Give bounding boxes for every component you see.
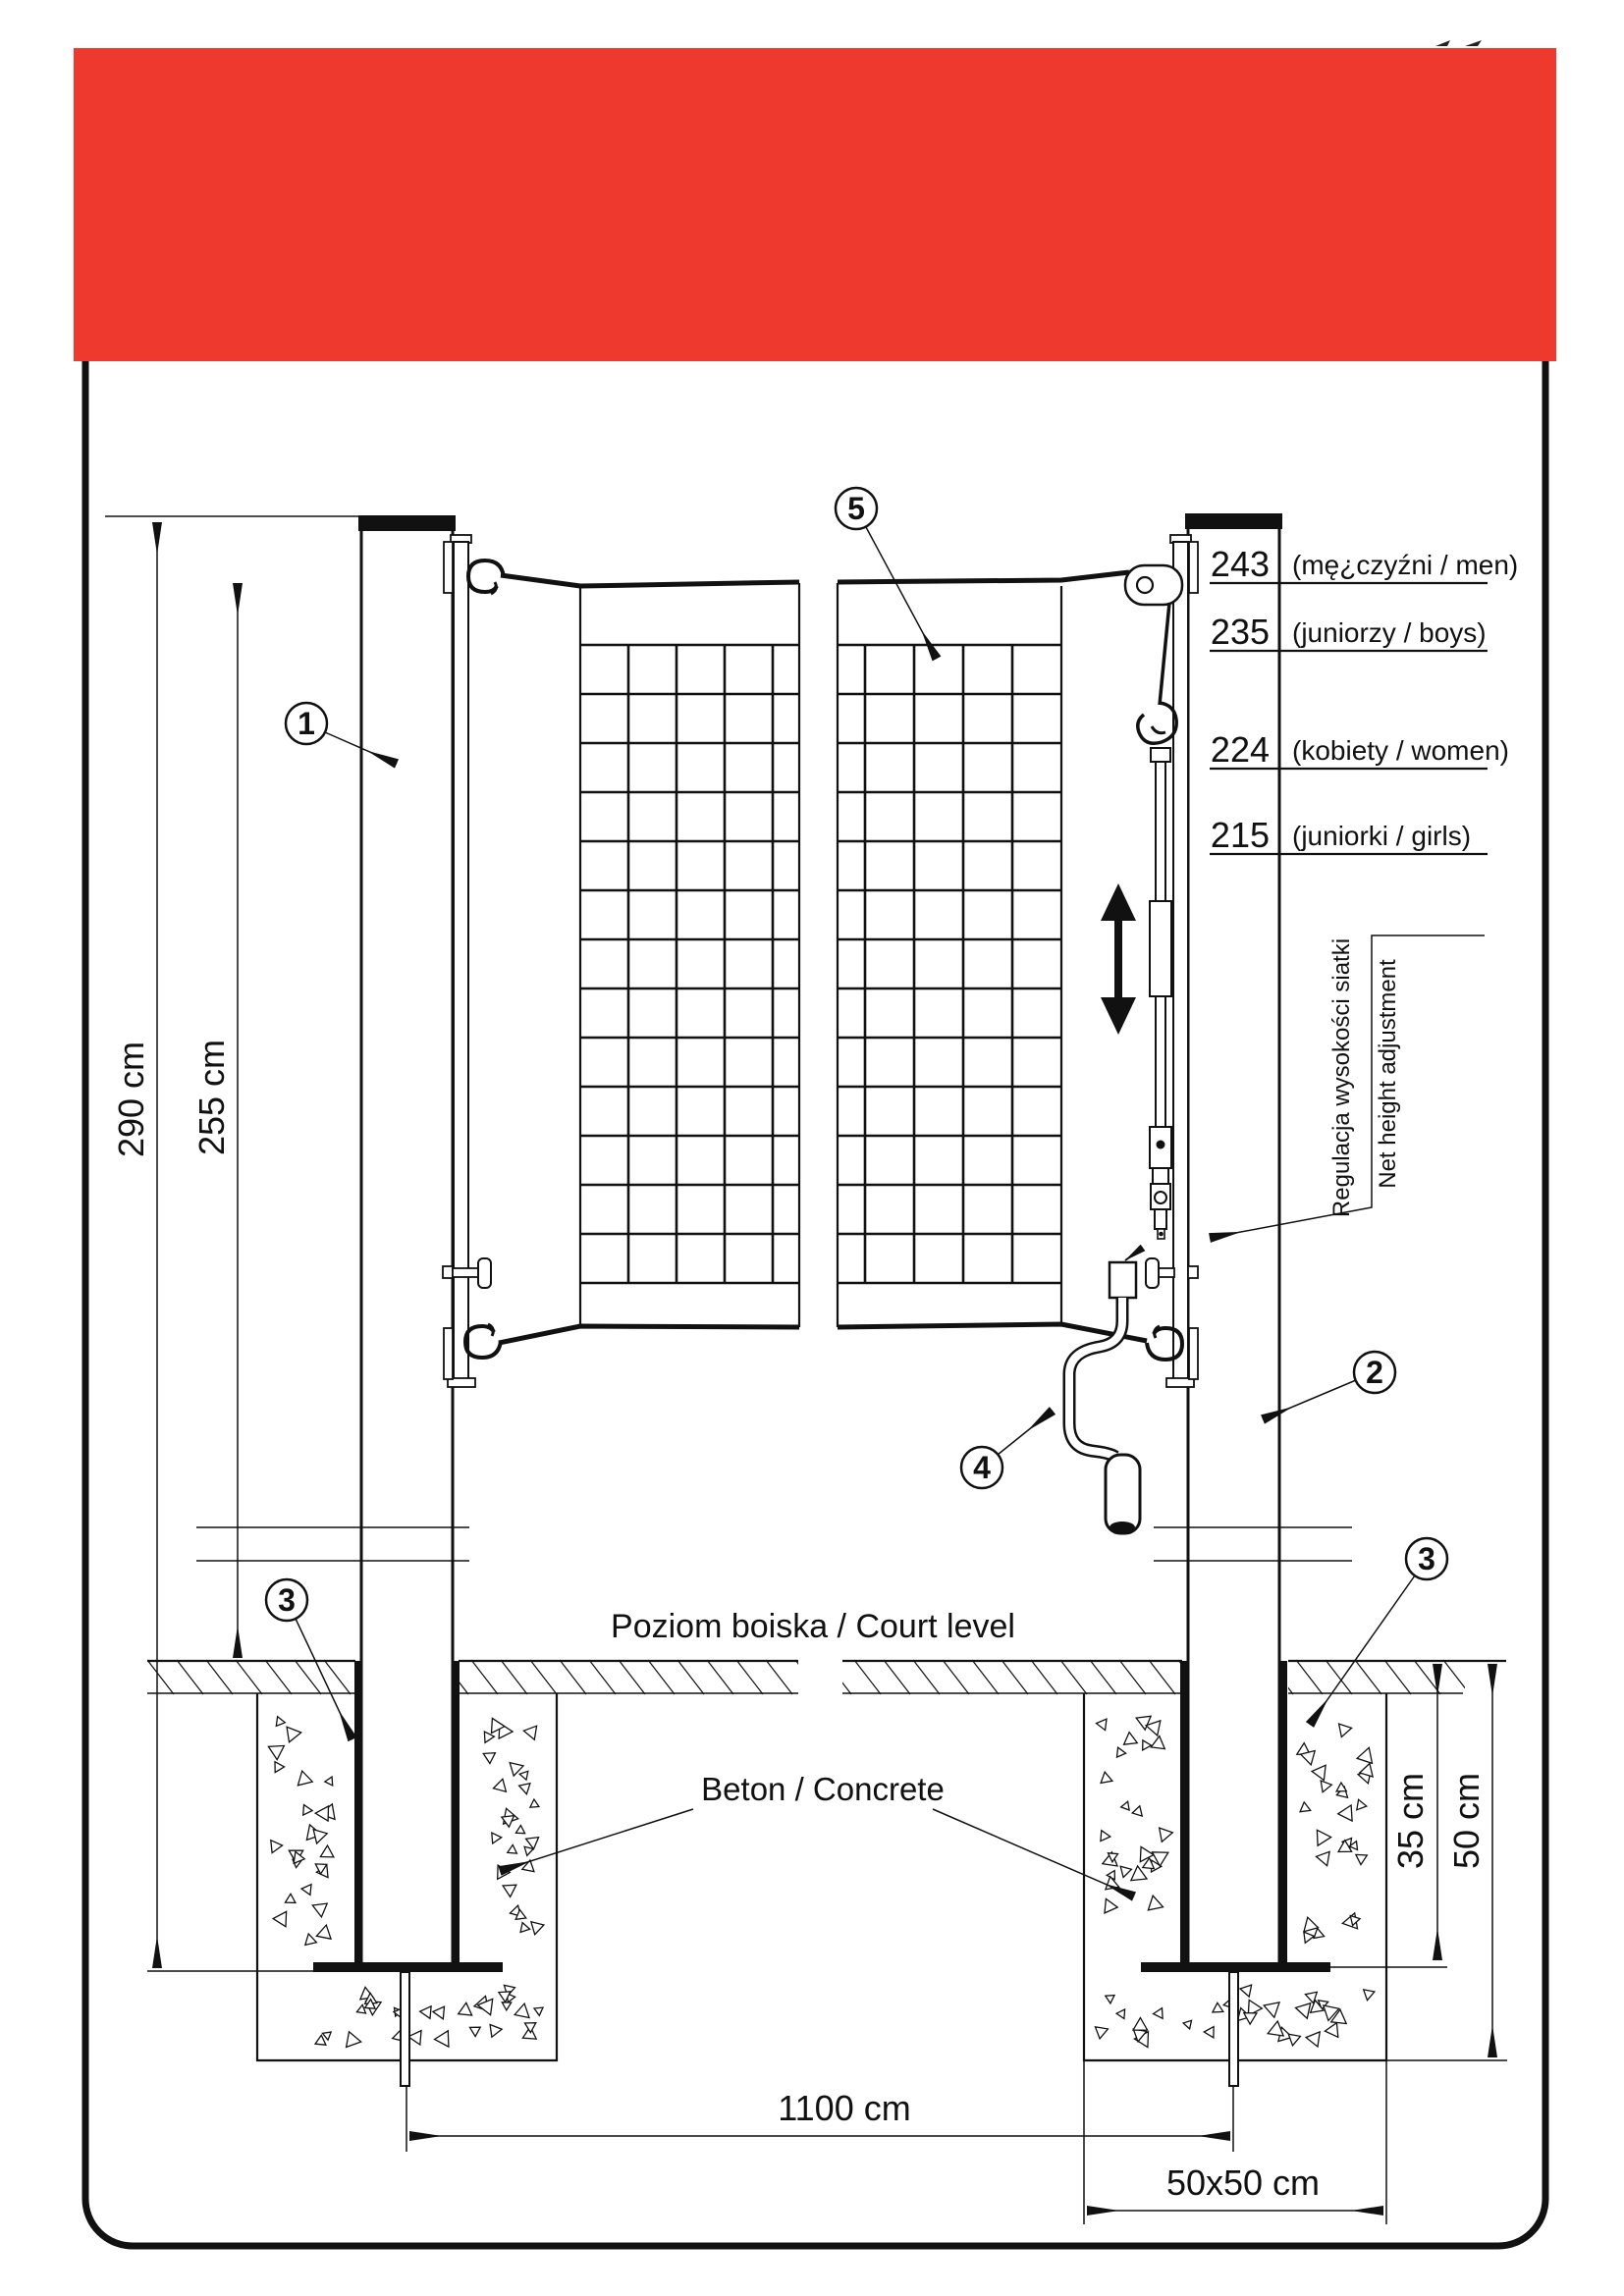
engage-arrow: [1125, 1248, 1143, 1260]
adjustment-label-pl: Regulacja wysokości siatki: [1328, 937, 1355, 1218]
concrete-speckle: [1321, 1781, 1331, 1792]
concrete-speckle: [503, 1885, 516, 1896]
concrete-speckle: [323, 2032, 332, 2040]
coupler: [1153, 1168, 1168, 1184]
concrete-speckle: [1143, 1740, 1152, 1750]
cropped-glyph-mark: [1465, 40, 1482, 46]
concrete-speckle: [492, 1833, 502, 1843]
tension-hook: [1138, 703, 1176, 743]
hatch-line: [147, 1660, 174, 1694]
concrete-speckle: [1096, 2027, 1109, 2039]
net-bottom-cable: [499, 1326, 799, 1343]
dim-290-label: 290 cm: [111, 1041, 151, 1158]
adjust-arrow-down: [1101, 997, 1136, 1035]
concrete-speckle: [514, 2003, 529, 2017]
hatch-line: [118, 1660, 144, 1694]
rail-clamp: [1189, 542, 1198, 593]
rail-clamp: [444, 542, 453, 593]
concrete-speckle: [313, 1830, 327, 1843]
concrete-speckle: [1105, 1899, 1117, 1913]
cropped-glyph-mark: [1435, 40, 1450, 46]
concrete-speckle: [470, 2027, 481, 2036]
tension-hook-curl: [1152, 726, 1165, 733]
concrete-speckle: [287, 1727, 301, 1742]
concrete-label: Beton / Concrete: [701, 1771, 945, 1807]
callout-4-number: 4: [973, 1450, 991, 1485]
concrete-speckle: [268, 1745, 284, 1759]
hatch-line: [766, 1660, 792, 1694]
bolt-head: [478, 1258, 491, 1288]
hatch-line: [972, 1660, 999, 1694]
concrete-speckle: [303, 1805, 312, 1816]
concrete-speckle: [534, 2007, 543, 2015]
court-level-label: Poziom boiska / Court level: [611, 1608, 1015, 1645]
concrete-speckle: [1101, 1772, 1112, 1783]
callout-3-left-number: 3: [278, 1582, 296, 1618]
concrete-speckle: [520, 1923, 530, 1933]
hatch-line: [825, 1660, 851, 1694]
concrete-speckle: [1357, 1747, 1372, 1763]
bolt-shaft: [1159, 1268, 1174, 1277]
concrete-speckle: [1317, 1830, 1330, 1845]
concrete-speckle: [301, 1885, 311, 1896]
concrete-speckle: [347, 2032, 361, 2048]
concrete-speckle: [1338, 1805, 1352, 1821]
concrete-speckle: [1133, 2018, 1148, 2031]
concrete-speckle: [502, 2002, 511, 2010]
net-bottom-cable: [838, 1324, 1147, 1341]
hatch-line: [1326, 1660, 1352, 1694]
concrete-speckle: [525, 2023, 536, 2033]
concrete-speckle: [312, 1903, 327, 1917]
header-band: [74, 48, 1556, 361]
net-grid: [580, 645, 1061, 1283]
dim-255-label: 255 cm: [191, 1039, 232, 1156]
concrete-speckle: [490, 2025, 502, 2038]
concrete-speckle: [1151, 1736, 1164, 1749]
hatch-line: [265, 1660, 292, 1694]
concrete-speckle: [1288, 2034, 1300, 2046]
concrete-speckle: [519, 1771, 528, 1780]
concrete-speckle: [1132, 1806, 1142, 1816]
adjust-arrow-up: [1101, 883, 1136, 921]
concrete-speckle: [524, 1846, 533, 1855]
concrete-speckle: [315, 1806, 328, 1821]
height-value: 224: [1210, 729, 1270, 770]
hatch-line: [648, 1660, 675, 1694]
concrete-speckle: [1106, 1996, 1114, 2003]
concrete-speckle: [315, 2035, 326, 2045]
callout-4-leader: [998, 1411, 1053, 1455]
height-label: (kobiety / women): [1292, 735, 1509, 766]
dim-1100-label: 1100 cm: [778, 2088, 911, 2128]
rail-clamp: [1189, 1328, 1198, 1379]
crank-arm-outline: [1069, 1298, 1122, 1457]
hatch-line: [913, 1660, 940, 1694]
callout-3-right-leader: [1310, 1575, 1415, 1725]
net-hook-bottom-left: [465, 1326, 501, 1358]
concrete-speckle: [305, 1934, 317, 1945]
pulley-wheel: [1137, 577, 1153, 593]
hatch-line: [1149, 1660, 1175, 1694]
concrete-speckle: [1183, 2020, 1191, 2029]
concrete-speckle: [1204, 2027, 1214, 2038]
height-label: (juniorzy / boys): [1292, 617, 1487, 648]
post-channel: [1189, 1661, 1279, 1962]
bolt-head: [1146, 1258, 1159, 1288]
callout-5-number: 5: [847, 491, 865, 526]
concrete-speckle: [1213, 2002, 1223, 2012]
hatch-line: [1296, 1660, 1323, 1694]
hatch-line: [1473, 1660, 1499, 1694]
concrete-leader-right: [933, 1809, 1134, 1896]
tension-rod: [1156, 996, 1165, 1127]
hatch-line: [1060, 1660, 1087, 1694]
concrete-speckle: [1357, 1799, 1367, 1810]
hatch-line: [1119, 1660, 1146, 1694]
concrete-speckle: [508, 1844, 517, 1853]
hatch-line: [589, 1660, 616, 1694]
concrete-speckle: [1264, 2002, 1279, 2017]
hatch-line: [560, 1660, 586, 1694]
hatch-line: [1001, 1660, 1028, 1694]
concrete-speckle: [494, 1779, 507, 1791]
concrete-speckle: [1296, 2003, 1311, 2019]
height-value: 215: [1210, 815, 1270, 855]
concrete-speckle: [420, 2006, 431, 2019]
concrete-speckle: [286, 1894, 296, 1902]
concrete-speckle: [459, 2002, 472, 2015]
concrete-speckle: [1314, 1928, 1325, 1938]
height-value: 243: [1210, 544, 1270, 584]
concrete-speckle: [1339, 1724, 1352, 1736]
concrete-speckle: [273, 1911, 287, 1926]
adjustment-label-en: Net height adjustment: [1375, 959, 1401, 1189]
callout-2-leader: [1263, 1380, 1356, 1419]
height-label: (juniorki / girls): [1292, 821, 1472, 851]
joint-pin: [1155, 1192, 1166, 1203]
hatch-line: [854, 1660, 881, 1694]
ground: [118, 1660, 1529, 2086]
net-hook-top-left: [468, 561, 504, 592]
turnbuckle-band: [1151, 748, 1170, 762]
net-top-cable: [838, 572, 1129, 582]
concrete-speckle: [1304, 1917, 1318, 1932]
anchor-pin-left: [401, 1972, 409, 2086]
concrete-speckle: [275, 1762, 285, 1773]
concrete-speckle: [1364, 1990, 1375, 2001]
concrete-speckle: [433, 2006, 445, 2019]
hatch-line: [530, 1660, 557, 1694]
square-drive: [1155, 1209, 1166, 1229]
callout-1-number: 1: [298, 706, 315, 741]
net: [465, 561, 1182, 1360]
callout-2-number: 2: [1366, 1355, 1383, 1390]
hatch-line: [619, 1660, 645, 1694]
concrete-speckle: [1101, 1831, 1110, 1842]
concrete-speckle: [1124, 1733, 1138, 1745]
hatch-line: [177, 1660, 203, 1694]
anchor-pin-right: [1229, 1972, 1238, 2086]
right-rail: [1173, 542, 1188, 1379]
concrete-speckle: [325, 1777, 333, 1786]
concrete-speckle: [1120, 1866, 1131, 1877]
concrete-speckle: [519, 1784, 530, 1794]
concrete-speckle: [1306, 2032, 1320, 2047]
hatch-line: [236, 1660, 262, 1694]
tension-rod: [1156, 762, 1165, 901]
callout-3-right-number: 3: [1418, 1541, 1435, 1576]
callout-5-leader: [866, 527, 937, 659]
concrete-speckle: [1154, 2008, 1164, 2019]
crank-socket: [1110, 1262, 1136, 1298]
grip-end: [1110, 1522, 1135, 1533]
hatch-line: [1090, 1660, 1116, 1694]
callouts: [266, 488, 1447, 1739]
dim-50-label: 50 cm: [1446, 1772, 1487, 1870]
bolt-pin: [1188, 1266, 1198, 1278]
base-plate-right: [1141, 1962, 1330, 1972]
hatch-line: [677, 1660, 704, 1694]
height-label: (mę¿czyźni / men): [1292, 550, 1519, 580]
concrete-speckle: [320, 1845, 334, 1857]
concrete-speckle: [1116, 2009, 1125, 2019]
dim-35-label: 35 cm: [1390, 1772, 1431, 1870]
page-border: [85, 118, 1545, 2246]
hatch-line: [736, 1660, 763, 1694]
concrete-speckle: [316, 1925, 331, 1939]
hatch-line: [884, 1660, 910, 1694]
concrete-speckle: [1304, 1932, 1314, 1943]
annotations: [500, 935, 1485, 1896]
height-value: 235: [1210, 612, 1270, 652]
hatch-line: [1384, 1660, 1411, 1694]
rail-clamp: [444, 1328, 453, 1379]
crank-arm: [1069, 1298, 1122, 1457]
height-table: [1210, 544, 1518, 855]
post-channel: [362, 1661, 452, 1962]
bolt-pin: [443, 1266, 453, 1278]
foundation-dimensions: [406, 1664, 1507, 2224]
hatch-line: [1414, 1660, 1440, 1694]
concrete-speckle: [530, 1799, 539, 1807]
drive-hole: [1159, 1232, 1164, 1237]
concrete-speckle: [1300, 1802, 1311, 1812]
concrete-speckle: [356, 2004, 365, 2013]
concrete-speckle: [1240, 1985, 1252, 1997]
concrete-speckle: [298, 1771, 312, 1786]
hatch-line: [501, 1660, 527, 1694]
concrete-speckle: [1097, 1719, 1108, 1730]
concrete-speckle: [1356, 1854, 1367, 1864]
concrete-speckle: [484, 1732, 494, 1742]
base-plate-left: [313, 1962, 503, 1972]
concrete-speckle: [1312, 1765, 1326, 1780]
concrete-speckle: [435, 2031, 449, 2047]
hatch-line: [1355, 1660, 1381, 1694]
ratchet-pin-hole: [1157, 1141, 1165, 1149]
right-post-cap: [1185, 513, 1282, 529]
bolt-shaft: [453, 1268, 479, 1277]
tension-cable: [1160, 603, 1169, 705]
concrete-speckle: [276, 1717, 285, 1727]
hatch-line: [1031, 1660, 1057, 1694]
concrete-speckle: [1325, 2023, 1337, 2038]
dim-50x50-label: 50x50 cm: [1165, 2163, 1321, 2203]
hatch-line: [206, 1660, 233, 1694]
height-adjustment-mechanism: [1069, 565, 1182, 1533]
callout-3-left-leader: [296, 1619, 352, 1739]
hatch-line: [1443, 1660, 1470, 1694]
concrete-speckle: [1121, 1801, 1129, 1810]
hatch-line: [471, 1660, 498, 1694]
hatch-line: [795, 1660, 822, 1694]
concrete-speckle: [483, 1753, 495, 1764]
concrete-speckle: [523, 1726, 536, 1739]
concrete-speckle: [1268, 2021, 1283, 2036]
concrete-speckle: [498, 1865, 511, 1879]
concrete-speckle: [271, 1841, 283, 1853]
hatch-line: [943, 1660, 969, 1694]
net-top-cable: [501, 575, 799, 586]
concrete-speckle: [531, 1922, 544, 1935]
crank-handle-grip: [1106, 1455, 1140, 1533]
concrete-speckle: [1117, 1747, 1126, 1757]
tension-tube: [1150, 901, 1171, 996]
concrete-speckle: [1317, 1851, 1330, 1865]
concrete-speckle: [515, 1826, 524, 1834]
left-post-cap: [358, 515, 456, 531]
hatch-line: [1502, 1660, 1529, 1694]
hatch-line: [707, 1660, 733, 1694]
concrete-speckle: [1148, 1896, 1163, 1910]
concrete-speckle: [1160, 1828, 1173, 1842]
left-rail: [454, 542, 468, 1379]
